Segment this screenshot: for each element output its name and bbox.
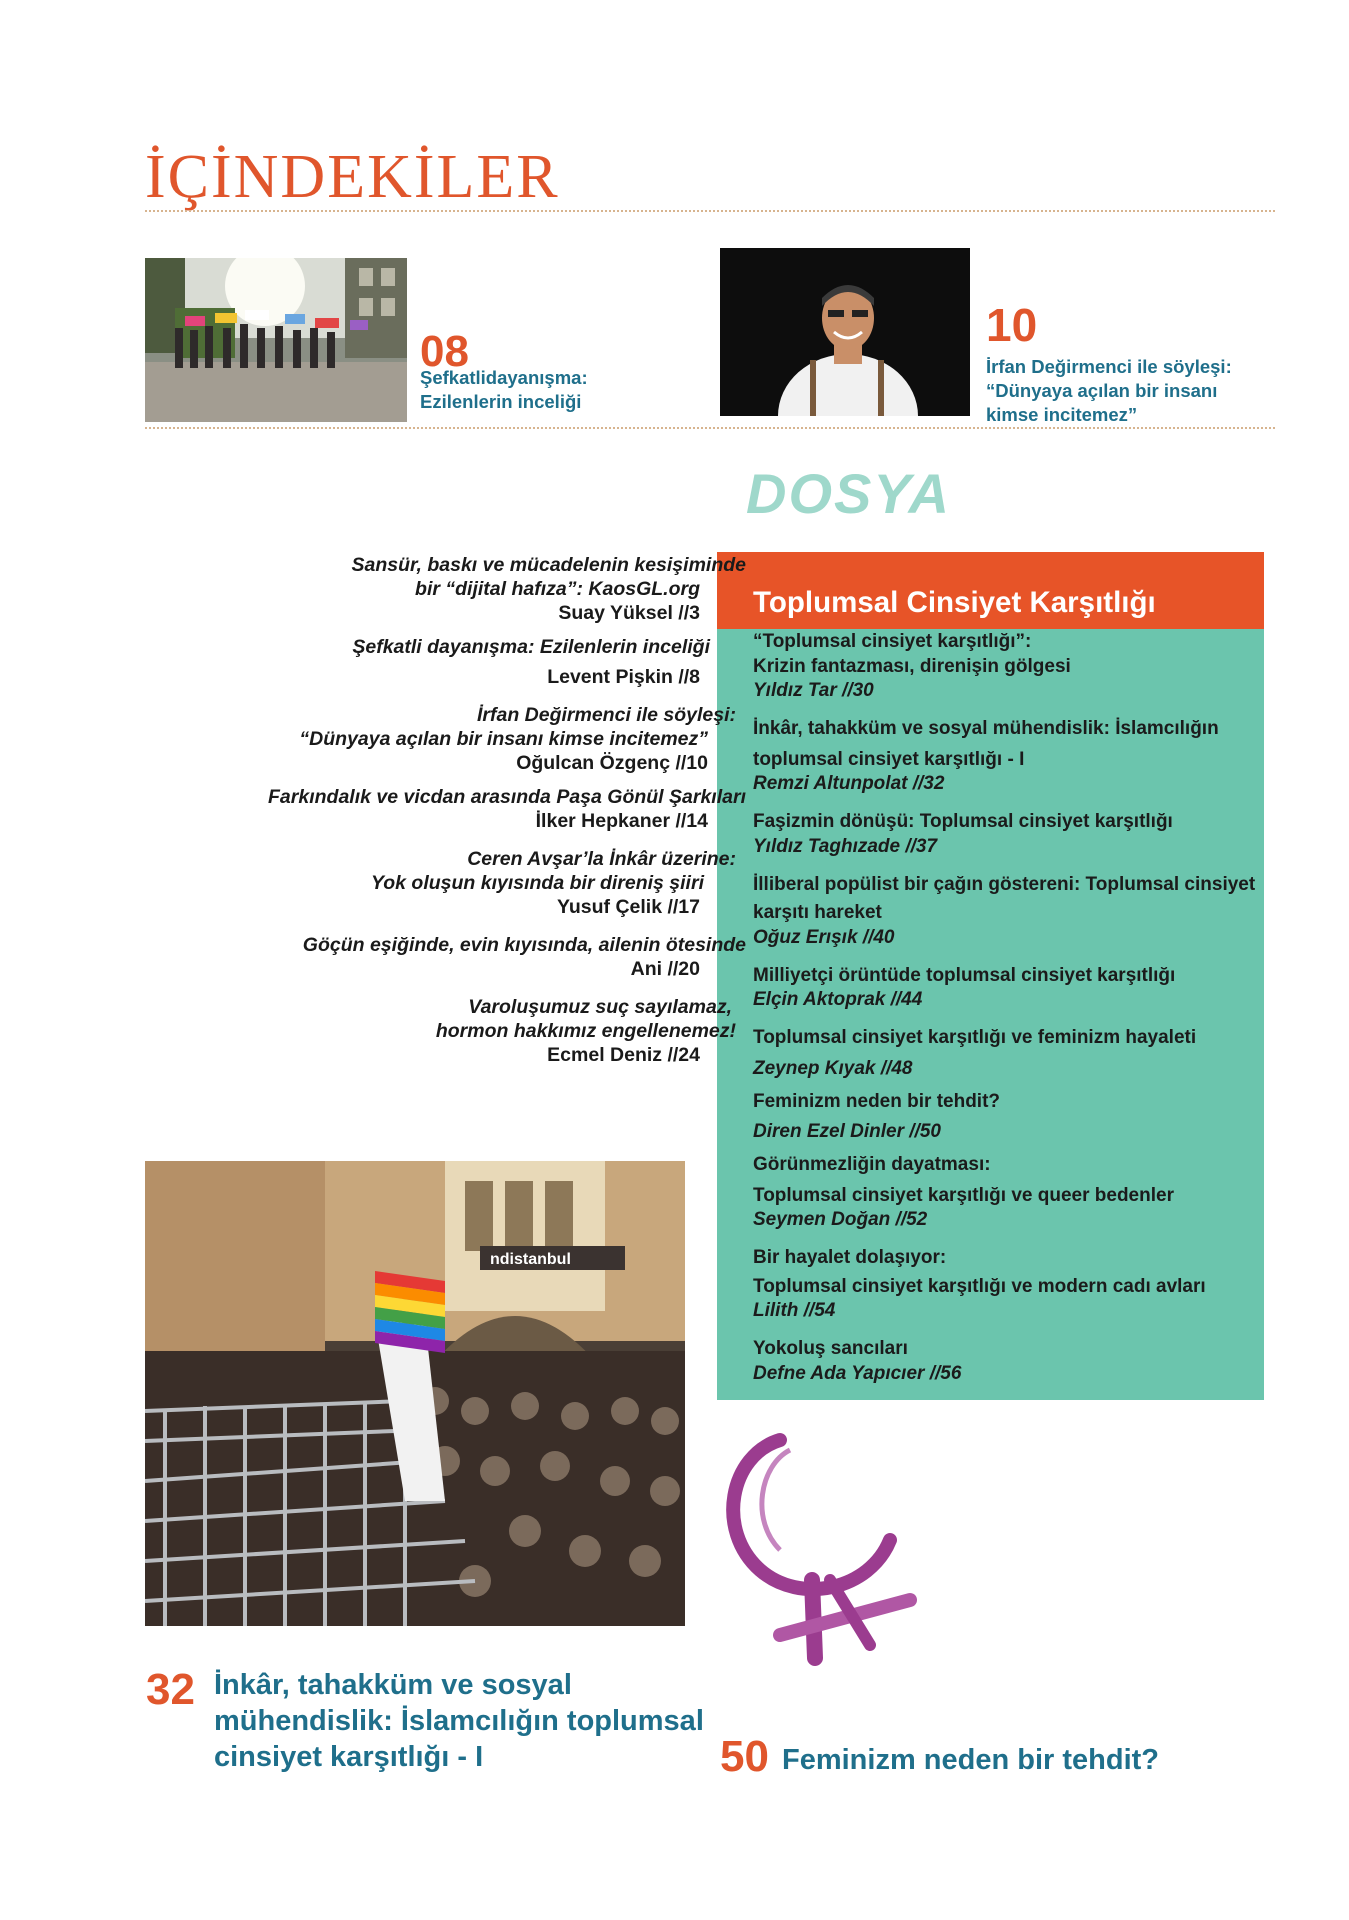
dosya-item[interactable] <box>753 1337 1313 1386</box>
dosya-item[interactable] <box>753 1153 1313 1232</box>
feature-photo-portrait <box>720 248 970 416</box>
feature-title-10-line2: “Dünyaya açılan bir insanı <box>986 380 1218 401</box>
bottom-title-32-line1: İnkâr, tahakküm ve sosyal <box>214 1669 572 1701</box>
bottom-title-32[interactable] <box>214 1667 704 1775</box>
toc-item[interactable] <box>140 847 746 919</box>
toc-item-title: Varoluşumuz suç sayılamaz, <box>468 996 732 1018</box>
toc-item[interactable] <box>140 785 746 833</box>
dosya-item[interactable] <box>753 1026 1313 1081</box>
dosya-item-title: karşıtı hareket <box>753 902 882 923</box>
toc-item-author: Yusuf Çelik //17 <box>556 896 700 918</box>
toc-item-title: Yok oluşun kıyısında bir direniş şiiri <box>370 872 704 894</box>
protest-photo <box>145 1161 685 1626</box>
feature-title-08-line1: Şefkatlidayanışma: <box>420 367 588 388</box>
toc-item-title: bir “dijital hafıza”: KaosGL.org <box>415 578 700 600</box>
feature-title-10[interactable] <box>986 355 1232 427</box>
dosya-item-title: “Toplumsal cinsiyet karşıtlığı”: <box>753 631 1032 652</box>
toc-item-author: Oğulcan Özgenç //10 <box>516 752 708 774</box>
toc-item-title: Ceren Avşar’la İnkâr üzerine: <box>467 848 736 870</box>
toc-item-author: Suay Yüksel //3 <box>558 602 700 624</box>
toc-item-title: İrfan Değirmenci ile söyleşi: <box>476 704 736 726</box>
feature-title-08-line2: Ezilenlerin inceliği <box>420 391 582 412</box>
dosya-item-author: Seymen Doğan //52 <box>753 1209 928 1230</box>
toc-item[interactable] <box>140 553 746 625</box>
dosya-item-title: Krizin fantazması, direnişin gölgesi <box>753 655 1071 677</box>
dosya-heading: Toplumsal Cinsiyet Karşıtlığı <box>753 586 1156 619</box>
feature-divider <box>145 427 1275 429</box>
bottom-title-32-line3: cinsiyet karşıtlığı - I <box>214 1741 484 1773</box>
dosya-item-author: Elçin Aktoprak //44 <box>753 989 923 1010</box>
feature-title-10-line1: İrfan Değirmenci ile söyleşi: <box>986 356 1232 377</box>
toc-item[interactable] <box>140 635 746 689</box>
dosya-item[interactable] <box>753 1090 1313 1145</box>
dosya-item-author: Defne Ada Yapıcıer //56 <box>753 1362 962 1384</box>
photo-banner: ndistanbul <box>490 1251 571 1268</box>
toc-item-author: İlker Hepkaner //14 <box>535 810 708 832</box>
toc-item-title: Şefkatli dayanışma: Ezilenlerin inceliği <box>352 636 710 658</box>
toc-item-title: hormon hakkımız engellenemez! <box>435 1020 736 1042</box>
dosya-item[interactable] <box>753 1246 1313 1323</box>
toc-item[interactable] <box>140 933 746 981</box>
bottom-number-50: 50 <box>720 1732 769 1781</box>
dosya-label: DOSYA <box>746 462 951 525</box>
bottom-title-50-line1: Feminizm neden bir tehdit? <box>782 1744 1160 1776</box>
dosya-item-title: Milliyetçi örüntüde toplumsal cinsiyet karşıtlığı <box>753 964 1176 986</box>
toc-item[interactable] <box>140 995 746 1067</box>
title-divider <box>145 210 1275 212</box>
dosya-item-title: Toplumsal cinsiyet karşıtlığı ve modern cadı avları <box>753 1275 1206 1297</box>
dosya-item-title: toplumsal cinsiyet karşıtlığı - I <box>753 748 1025 770</box>
dosya-item-title: İlliberal popülist bir çağın göstereni: Toplumsal cinsiyet <box>753 873 1256 895</box>
toc-item-title: “Dünyaya açılan bir insanı kimse incitemez” <box>299 728 708 750</box>
dosya-item-author: Lilith //54 <box>753 1300 836 1321</box>
dosya-item[interactable] <box>753 810 1313 859</box>
toc-item-author: Ecmel Deniz //24 <box>547 1044 700 1066</box>
toc-item-title: Göçün eşiğinde, evin kıyısında, ailenin ötesinde <box>302 934 746 956</box>
dosya-item-title: Görünmezliğin dayatması: <box>753 1154 991 1175</box>
toc-item-author: Levent Pişkin //8 <box>547 666 700 688</box>
feature-title-08[interactable] <box>420 366 588 414</box>
dosya-item-title: Toplumsal cinsiyet karşıtlığı ve queer bedenler <box>753 1184 1174 1206</box>
dosya-item-title: Yokoluş sancıları <box>753 1338 908 1359</box>
dosya-item-author: Remzi Altunpolat //32 <box>753 773 945 794</box>
dosya-item[interactable] <box>753 964 1313 1013</box>
toc-item-title: Sansür, baskı ve mücadelenin kesişiminde <box>351 554 746 576</box>
toc-item[interactable] <box>140 703 746 775</box>
dosya-item[interactable] <box>753 717 1313 796</box>
toc-item-title: Farkındalık ve vicdan arasında Paşa Gönül Şarkıları <box>268 786 746 808</box>
dosya-item-title: Faşizmin dönüşü: Toplumsal cinsiyet karşıtlığı <box>753 811 1173 832</box>
dosya-item-title: Bir hayalet dolaşıyor: <box>753 1247 947 1268</box>
bottom-number-32: 32 <box>146 1665 195 1714</box>
feature-number-08: 08 <box>420 327 469 376</box>
dosya-item-title: Toplumsal cinsiyet karşıtlığı ve feminizm hayaleti <box>753 1027 1197 1048</box>
dosya-item-author: Diren Ezel Dinler //50 <box>753 1121 941 1142</box>
dosya-item-author: Zeynep Kıyak //48 <box>753 1057 913 1079</box>
toc-left-list <box>140 553 746 1067</box>
bottom-title-50[interactable] <box>782 1742 1159 1778</box>
feature-title-10-line3: kimse incitemez” <box>986 404 1138 425</box>
dosya-item-author: Yıldız Tar //30 <box>753 680 874 701</box>
feature-number-10: 10 <box>986 299 1038 351</box>
dosya-item[interactable] <box>753 873 1313 950</box>
dosya-item[interactable] <box>753 630 1313 703</box>
dosya-item-author: Yıldız Taghızade //37 <box>753 835 938 857</box>
toc-item-author: Ani //20 <box>630 958 700 980</box>
dosya-item-title: Feminizm neden bir tehdit? <box>753 1090 1001 1112</box>
bottom-title-32-line2: mühendislik: İslamcılığın toplumsal <box>214 1705 704 1737</box>
dosya-heading-bar <box>717 552 1264 629</box>
venus-symbol-icon <box>720 1420 930 1670</box>
dosya-item-author: Oğuz Erışık //40 <box>753 926 895 948</box>
page-title: İÇİNDEKİLER <box>145 143 560 211</box>
dosya-list <box>753 630 1313 1395</box>
dosya-item-title: İnkâr, tahakküm ve sosyal mühendislik: İslamcılığın <box>753 718 1219 739</box>
feature-photo-march <box>145 258 407 422</box>
